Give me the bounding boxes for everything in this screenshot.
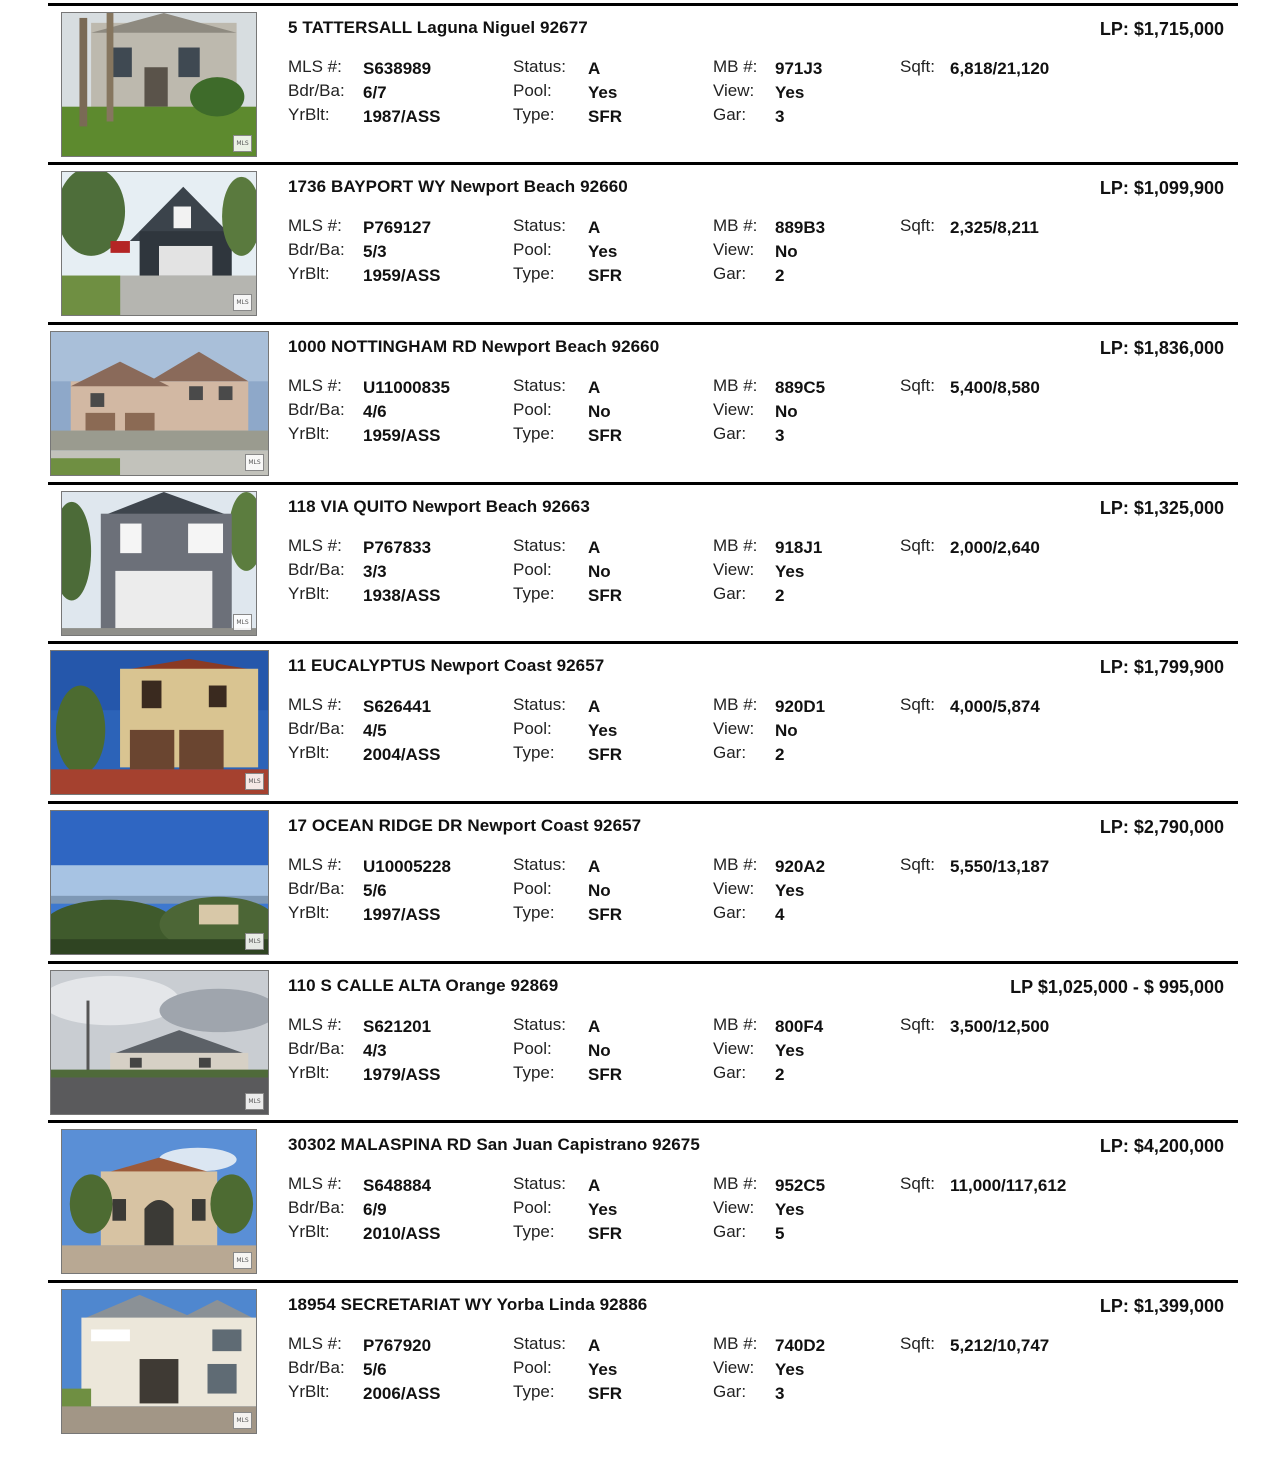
bdr-ba-field-value: 6/9 [363,1200,387,1219]
photo-image [62,1130,256,1273]
status-field-value: A [588,697,601,716]
type-field-value: SFR [588,586,622,605]
sqft-field-label: Sqft: [900,1174,935,1193]
photo-image [51,971,268,1114]
listing-row[interactable] [48,482,1238,642]
sqft-field-value: 6,818/21,120 [950,59,1050,78]
photo-image [62,172,256,315]
type-field-label: Type: [513,903,555,922]
bdr-ba-field-label: Bdr/Ba: [288,1039,345,1058]
listing-price: LP: $4,200,000 [1099,1136,1224,1156]
listing-price: LP $1,025,000 - $ 995,000 [1010,977,1224,997]
photo-image [51,332,268,475]
listing-photo[interactable] [61,12,257,157]
mb-field-label: MB #: [713,1015,758,1034]
type-field-label: Type: [513,1063,555,1082]
listing-price: LP: $1,715,000 [1099,19,1224,39]
view-field-value: No [775,721,798,740]
listing-photo[interactable] [50,970,269,1115]
status-field-label: Status: [513,1334,566,1353]
bdr-ba-field-label: Bdr/Ba: [288,719,345,738]
listing-photo[interactable] [61,491,257,636]
mls-field-value: U11000835 [363,378,450,397]
sqft-field-label: Sqft: [900,376,935,395]
mb-field-value: 800F4 [775,1017,824,1036]
pool-field-value: No [588,881,611,900]
gar-field-value: 3 [775,426,785,445]
status-field-value: A [588,538,601,557]
listing-price: LP: $1,325,000 [1099,498,1224,518]
view-field-label: View: [713,719,755,738]
mls-logo-icon: MLS [245,773,264,790]
yr-blt-field-value: 2004/ASS [363,745,441,764]
status-field-label: Status: [513,1174,566,1193]
listing-address[interactable]: 17 OCEAN RIDGE DR Newport Coast 92657 [288,816,642,835]
bdr-ba-field-value: 5/6 [363,1360,387,1379]
mls-logo-icon: MLS [233,614,252,631]
view-field-label: View: [713,240,755,259]
sqft-field-label: Sqft: [900,536,935,555]
listing-row[interactable] [48,1120,1238,1280]
type-field-label: Type: [513,105,555,124]
type-field-value: SFR [588,426,622,445]
mls-field-label: MLS #: [288,536,342,555]
photo-image [62,1290,256,1433]
sqft-field-value: 2,325/8,211 [950,218,1039,237]
pool-field-label: Pool: [513,81,552,100]
mls-logo-icon: MLS [233,1412,252,1429]
status-field-label: Status: [513,216,566,235]
pool-field-value: No [588,1041,611,1060]
mb-field-value: 889B3 [775,218,826,237]
pool-field-value: Yes [588,721,618,740]
type-field-value: SFR [588,107,622,126]
status-field-label: Status: [513,376,566,395]
pool-field-label: Pool: [513,1198,552,1217]
yr-blt-field-value: 2006/ASS [363,1384,441,1403]
type-field-label: Type: [513,424,555,443]
mb-field-label: MB #: [713,1334,758,1353]
mb-field-label: MB #: [713,855,758,874]
sqft-field-value: 11,000/117,612 [950,1176,1067,1195]
type-field-value: SFR [588,266,622,285]
listing-row[interactable] [48,961,1238,1121]
listing-photo[interactable] [61,1289,257,1434]
gar-field-value: 3 [775,107,785,126]
view-field-label: View: [713,81,755,100]
mls-logo-icon: MLS [245,454,264,471]
listing-photo[interactable] [61,1129,257,1274]
yr-blt-field-label: YrBlt: [288,903,330,922]
pool-field-label: Pool: [513,560,552,579]
yr-blt-field-label: YrBlt: [288,105,330,124]
bdr-ba-field-value: 6/7 [363,83,387,102]
bdr-ba-field-value: 5/3 [363,242,387,261]
yr-blt-field-value: 1987/ASS [363,107,441,126]
gar-field-label: Gar: [713,1222,747,1241]
mls-field-value: S626441 [363,697,432,716]
yr-blt-field-label: YrBlt: [288,1222,330,1241]
pool-field-value: Yes [588,242,618,261]
view-field-label: View: [713,560,755,579]
status-field-label: Status: [513,1015,566,1034]
photo-image [62,492,256,635]
status-field-label: Status: [513,695,566,714]
type-field-value: SFR [588,1224,622,1243]
listing-price: LP: $1,799,900 [1099,657,1224,677]
gar-field-label: Gar: [713,264,747,283]
listing-row[interactable] [48,322,1238,482]
type-field-label: Type: [513,584,555,603]
view-field-label: View: [713,879,755,898]
yr-blt-field-value: 1959/ASS [363,266,441,285]
yr-blt-field-label: YrBlt: [288,743,330,762]
listing-row[interactable] [48,162,1238,322]
yr-blt-field-value: 1997/ASS [363,905,441,924]
pool-field-label: Pool: [513,1358,552,1377]
mls-field-label: MLS #: [288,1174,342,1193]
sqft-field-label: Sqft: [900,855,935,874]
bdr-ba-field-value: 3/3 [363,562,387,581]
status-field-value: A [588,378,601,397]
gar-field-label: Gar: [713,105,747,124]
listing-price: LP: $1,836,000 [1099,338,1224,358]
sqft-field-label: Sqft: [900,1015,935,1034]
bdr-ba-field-label: Bdr/Ba: [288,400,345,419]
mls-field-label: MLS #: [288,855,342,874]
mb-field-value: 918J1 [775,538,823,557]
sqft-field-label: Sqft: [900,57,935,76]
bdr-ba-field-label: Bdr/Ba: [288,1198,345,1217]
mb-field-label: MB #: [713,695,758,714]
sqft-field-value: 5,400/8,580 [950,378,1040,397]
listing-address[interactable]: 118 VIA QUITO Newport Beach 92663 [288,497,590,516]
gar-field-value: 2 [775,586,785,605]
mb-field-value: 952C5 [775,1176,826,1195]
type-field-value: SFR [588,1384,622,1403]
mls-field-label: MLS #: [288,216,342,235]
mls-field-value: S648884 [363,1176,432,1195]
view-field-value: Yes [775,83,805,102]
mb-field-value: 889C5 [775,378,826,397]
status-field-label: Status: [513,855,566,874]
mls-field-value: P769127 [363,218,432,237]
bdr-ba-field-label: Bdr/Ba: [288,560,345,579]
listing-photo[interactable] [50,650,269,795]
gar-field-label: Gar: [713,903,747,922]
type-field-label: Type: [513,264,555,283]
mb-field-label: MB #: [713,376,758,395]
gar-field-value: 2 [775,266,785,285]
mb-field-label: MB #: [713,216,758,235]
view-field-label: View: [713,400,755,419]
bdr-ba-field-value: 4/3 [363,1041,387,1060]
sqft-field-value: 5,550/13,187 [950,857,1050,876]
bdr-ba-field-value: 4/5 [363,721,387,740]
sqft-field-value: 4,000/5,874 [950,697,1040,716]
gar-field-label: Gar: [713,743,747,762]
mls-field-value: U10005228 [363,857,451,876]
type-field-label: Type: [513,743,555,762]
bdr-ba-field-label: Bdr/Ba: [288,879,345,898]
pool-field-label: Pool: [513,400,552,419]
view-field-value: Yes [775,881,805,900]
gar-field-value: 2 [775,745,785,764]
view-field-label: View: [713,1358,755,1377]
listing-address[interactable]: 1000 NOTTINGHAM RD Newport Beach 92660 [288,337,660,356]
listing-address[interactable]: 30302 MALASPINA RD San Juan Capistrano 92675 [288,1135,700,1154]
status-field-value: A [588,1336,601,1355]
mls-field-value: S638989 [363,59,432,78]
status-field-value: A [588,1176,601,1195]
listing-photo[interactable] [61,171,257,316]
sqft-field-value: 5,212/10,747 [950,1336,1050,1355]
mls-field-label: MLS #: [288,57,342,76]
sqft-field-label: Sqft: [900,695,935,714]
bdr-ba-field-value: 4/6 [363,402,387,421]
mb-field-value: 920D1 [775,697,826,716]
view-field-value: No [775,242,798,261]
mls-field-value: P767920 [363,1336,432,1355]
mls-logo-icon: MLS [233,294,252,311]
yr-blt-field-label: YrBlt: [288,424,330,443]
pool-field-value: No [588,562,611,581]
type-field-value: SFR [588,1065,622,1084]
pool-field-label: Pool: [513,240,552,259]
status-field-value: A [588,1017,601,1036]
view-field-label: View: [713,1198,755,1217]
gar-field-label: Gar: [713,424,747,443]
listing-price: LP: $2,790,000 [1099,817,1224,837]
view-field-value: Yes [775,1200,805,1219]
pool-field-label: Pool: [513,719,552,738]
type-field-value: SFR [588,745,622,764]
gar-field-label: Gar: [713,1063,747,1082]
pool-field-value: Yes [588,83,618,102]
listing-address[interactable]: 11 EUCALYPTUS Newport Coast 92657 [288,656,605,675]
pool-field-label: Pool: [513,879,552,898]
sqft-field-label: Sqft: [900,216,935,235]
listing-row[interactable] [48,3,1238,163]
bdr-ba-field-value: 5/6 [363,881,387,900]
mls-field-value: S621201 [363,1017,432,1036]
pool-field-label: Pool: [513,1039,552,1058]
status-field-value: A [588,218,601,237]
status-field-value: A [588,857,601,876]
type-field-label: Type: [513,1222,555,1241]
mb-field-label: MB #: [713,57,758,76]
yr-blt-field-label: YrBlt: [288,1382,330,1401]
yr-blt-field-label: YrBlt: [288,1063,330,1082]
type-field-value: SFR [588,905,622,924]
yr-blt-field-value: 1979/ASS [363,1065,441,1084]
sqft-field-value: 3,500/12,500 [950,1017,1050,1036]
yr-blt-field-label: YrBlt: [288,584,330,603]
status-field-label: Status: [513,57,566,76]
status-field-value: A [588,59,601,78]
listing-row[interactable] [48,801,1238,961]
mls-field-label: MLS #: [288,1015,342,1034]
gar-field-value: 4 [775,905,785,924]
listing-address[interactable]: 5 TATTERSALL Laguna Niguel 92677 [288,18,588,37]
yr-blt-field-value: 1938/ASS [363,586,441,605]
mb-field-value: 920A2 [775,857,826,876]
listing-row[interactable] [48,1280,1238,1440]
view-field-value: Yes [775,1360,805,1379]
listing-address[interactable]: 110 S CALLE ALTA Orange 92869 [288,976,559,995]
bdr-ba-field-label: Bdr/Ba: [288,240,345,259]
gar-field-value: 2 [775,1065,785,1084]
bdr-ba-field-label: Bdr/Ba: [288,81,345,100]
pool-field-value: Yes [588,1360,618,1379]
pool-field-value: Yes [588,1200,618,1219]
listing-row[interactable] [48,641,1238,801]
mls-logo-icon: MLS [233,1252,252,1269]
mls-logo-icon: MLS [233,135,252,152]
pool-field-value: No [588,402,611,421]
bdr-ba-field-label: Bdr/Ba: [288,1358,345,1377]
sqft-field-value: 2,000/2,640 [950,538,1040,557]
view-field-label: View: [713,1039,755,1058]
gar-field-value: 5 [775,1224,785,1243]
mls-field-label: MLS #: [288,1334,342,1353]
type-field-label: Type: [513,1382,555,1401]
gar-field-label: Gar: [713,1382,747,1401]
gar-field-label: Gar: [713,584,747,603]
mb-field-label: MB #: [713,1174,758,1193]
mls-field-value: P767833 [363,538,432,557]
view-field-value: Yes [775,562,805,581]
status-field-label: Status: [513,536,566,555]
mb-field-label: MB #: [713,536,758,555]
mls-field-label: MLS #: [288,695,342,714]
listing-photo[interactable] [50,810,269,955]
yr-blt-field-label: YrBlt: [288,264,330,283]
gar-field-value: 3 [775,1384,785,1403]
photo-image [51,651,268,794]
mls-logo-icon: MLS [245,933,264,950]
listing-address[interactable]: 18954 SECRETARIAT WY Yorba Linda 92886 [288,1295,648,1314]
yr-blt-field-value: 1959/ASS [363,426,441,445]
mls-logo-icon: MLS [245,1093,264,1110]
listing-address[interactable]: 1736 BAYPORT WY Newport Beach 92660 [288,177,628,196]
mb-field-value: 971J3 [775,59,823,78]
listing-price: LP: $1,399,000 [1099,1296,1224,1316]
yr-blt-field-value: 2010/ASS [363,1224,441,1243]
mb-field-value: 740D2 [775,1336,826,1355]
sqft-field-label: Sqft: [900,1334,935,1353]
mls-field-label: MLS #: [288,376,342,395]
view-field-value: No [775,402,798,421]
listing-price: LP: $1,099,900 [1099,178,1224,198]
view-field-value: Yes [775,1041,805,1060]
listing-photo[interactable] [50,331,269,476]
photo-image [51,811,268,954]
photo-image [62,13,256,156]
